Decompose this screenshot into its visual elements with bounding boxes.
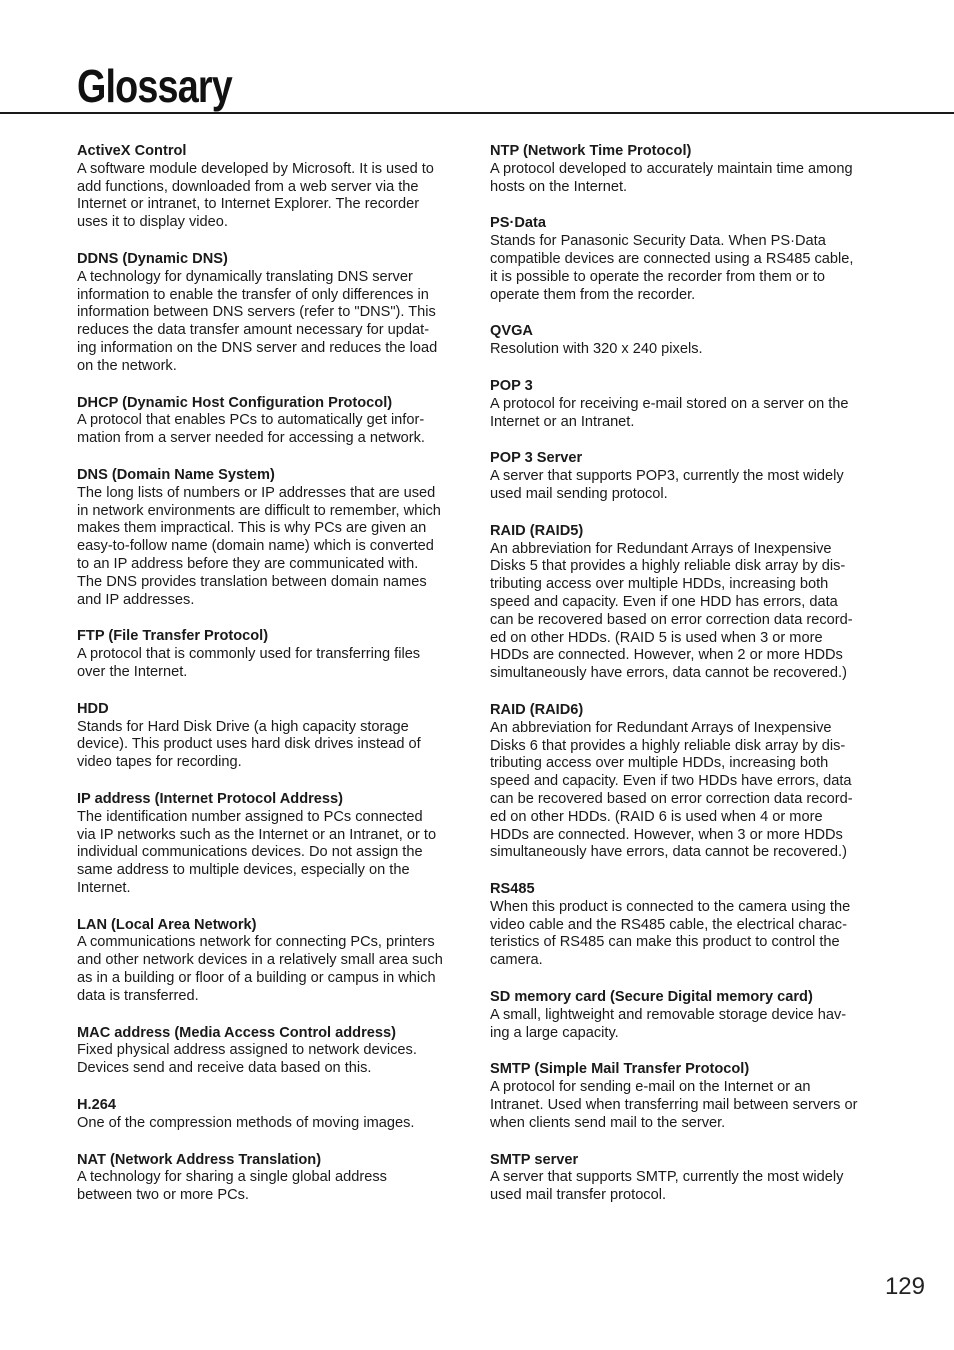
glossary-definition-line: to an IP address before they are communicated with.: [77, 555, 419, 572]
glossary-definition-line: Stands for Hard Disk Drive (a high capacity storage: [77, 718, 409, 735]
glossary-definition-line: HDDs are connected. However, when 2 or more HDDs: [490, 647, 843, 664]
glossary-definition-line: device). This product uses hard disk drives instead of: [77, 736, 421, 753]
glossary-term: H.264: [77, 1097, 116, 1114]
glossary-definition-line: Devices send and receive data based on this.: [77, 1060, 372, 1077]
glossary-entry: [490, 450, 882, 503]
glossary-definition-line: A server that supports SMTP, currently the most widely: [490, 1169, 844, 1186]
title-rule: [0, 112, 954, 114]
glossary-entry: [77, 395, 467, 448]
glossary-entry: [490, 1152, 882, 1205]
glossary-entry: [490, 378, 882, 431]
glossary-definition-line: HDDs are connected. However, when 3 or more HDDs: [490, 826, 843, 843]
glossary-definition-line: hosts on the Internet.: [490, 178, 628, 195]
glossary-entry: [490, 989, 882, 1042]
glossary-definition-line: tributing access over multiple HDDs, increasing both: [490, 576, 829, 593]
glossary-definition-line: it is possible to operate the recorder from them or to: [490, 268, 826, 285]
glossary-term: SMTP (Simple Mail Transfer Protocol): [490, 1061, 750, 1078]
glossary-definition-line: simultaneously have errors, data cannot be recovered.): [490, 665, 847, 682]
glossary-term: RAID (RAID6): [490, 701, 584, 718]
glossary-definition-line: Disks 5 that provides a highly reliable disk array by dis-: [490, 558, 846, 575]
glossary-term: DHCP (Dynamic Host Configuration Protocol): [77, 394, 393, 411]
glossary-definition-line: and other network devices in a relatively small area such: [77, 952, 443, 969]
glossary-definition-line: Intranet. Used when transferring mail between servers or: [490, 1097, 858, 1114]
glossary-definition-line: A protocol that enables PCs to automatically get infor-: [77, 412, 425, 429]
glossary-term: ActiveX Control: [77, 143, 187, 159]
glossary-term: RAID (RAID5): [490, 522, 584, 539]
glossary-definition-line: A protocol developed to accurately maintain time among: [490, 160, 853, 177]
glossary-term: DDNS (Dynamic DNS): [77, 250, 228, 267]
glossary-definition-line: uses it to display video.: [77, 214, 228, 231]
glossary-entry: [77, 917, 467, 1006]
glossary-definition-line: reduces the data transfer amount necessary for updat-: [77, 322, 430, 339]
glossary-term: FTP (File Transfer Protocol): [77, 628, 269, 645]
glossary-definition-line: on the network.: [77, 357, 177, 374]
glossary-definition-line: as in a building or floor of a building or campus in which: [77, 970, 436, 987]
glossary-definition-line: in network environments are difficult to remember, which: [77, 502, 441, 519]
glossary-definition-line: makes them impractical. This is why PCs are given an: [77, 520, 427, 537]
glossary-definition-line: teristics of RS485 can make this product to control the: [490, 934, 840, 951]
glossary-definition-line: The long lists of numbers or IP addresses that are used: [77, 484, 436, 501]
glossary-entry: [77, 701, 467, 772]
glossary-definition-line: When this product is connected to the camera using the: [490, 898, 851, 915]
glossary-definition-line: camera.: [490, 952, 543, 969]
glossary-definition-line: compatible devices are connected using a RS485 cable,: [490, 250, 854, 267]
glossary-definition-line: Internet or intranet, to Internet Explorer. The recorder: [77, 196, 420, 213]
glossary-entry: [77, 1152, 467, 1205]
glossary-definition-line: A communications network for connecting PCs, printers: [77, 934, 435, 951]
glossary-definition-line: operate them from the recorder.: [490, 286, 696, 303]
glossary-definition-line: Internet or an Intranet.: [490, 413, 635, 430]
glossary-definition-line: Stands for Panasonic Security Data. When PS·Data: [490, 233, 826, 250]
glossary-definition-line: The DNS provides translation between domain names: [77, 573, 427, 590]
glossary-definition-line: information to enable the transfer of only differences in: [77, 286, 429, 303]
glossary-definition-line: ing a large capacity.: [490, 1024, 619, 1041]
glossary-definition-line: ed on other HDDs. (RAID 5 is used when 3 or more: [490, 629, 823, 646]
glossary-entry: [77, 467, 467, 609]
glossary-definition-line: data is transferred.: [77, 987, 199, 1004]
glossary-definition-line: over the Internet.: [77, 663, 188, 680]
glossary-definition-line: A protocol for sending e-mail on the Internet or an: [490, 1079, 811, 1096]
glossary-definition-line: A technology for dynamically translating DNS server: [77, 268, 413, 285]
glossary-definition-line: easy-to-follow name (domain name) which is converted: [77, 538, 434, 555]
glossary-definition-line: ing information on the DNS server and reduces the load: [77, 339, 438, 356]
glossary-definition-line: Fixed physical address assigned to network devices.: [77, 1042, 417, 1059]
glossary-definition-line: A server that supports POP3, currently the most widely: [490, 468, 844, 485]
glossary-definition-line: information between DNS servers (refer to "DNS"). This: [77, 304, 436, 321]
glossary-term: SD memory card (Secure Digital memory card): [490, 989, 813, 1006]
glossary-term: NAT (Network Address Translation): [77, 1151, 322, 1168]
glossary-definition-line: between two or more PCs.: [77, 1187, 249, 1204]
glossary-entry: [490, 143, 882, 196]
glossary-entry: [490, 215, 882, 304]
glossary-definition-line: can be recovered based on error correction data record-: [490, 790, 853, 807]
glossary-definition-line: Resolution with 320 x 240 pixels.: [490, 341, 703, 358]
page-title: Glossary: [77, 60, 232, 112]
glossary-definition-line: Disks 6 that provides a highly reliable disk array by dis-: [490, 737, 846, 754]
glossary-term: QVGA: [490, 323, 533, 340]
page-number: 129: [884, 1273, 925, 1300]
glossary-definition-line: The identification number assigned to PCs connected: [77, 808, 423, 825]
glossary-definition-line: tributing access over multiple HDDs, increasing both: [490, 755, 829, 772]
glossary-entry: [77, 1025, 467, 1078]
glossary-definition-line: An abbreviation for Redundant Arrays of Inexpensive: [490, 540, 832, 557]
glossary-term: MAC address (Media Access Control address): [77, 1024, 396, 1041]
glossary-term: POP 3 Server: [490, 450, 583, 467]
glossary-definition-line: individual communications devices. Do not assign the: [77, 844, 423, 861]
glossary-column-left: [77, 143, 467, 1224]
glossary-definition-line: via IP networks such as the Internet or an Intranet, or to: [77, 826, 437, 843]
glossary-definition-line: and IP addresses.: [77, 591, 195, 608]
glossary-term: RS485: [490, 881, 535, 898]
glossary-definition-line: add functions, downloaded from a web server via the: [77, 178, 419, 195]
glossary-term: DNS (Domain Name System): [77, 466, 275, 483]
glossary-term: HDD: [77, 700, 109, 717]
glossary-term: LAN (Local Area Network): [77, 916, 257, 933]
glossary-entry: [77, 251, 467, 376]
glossary-entry: [77, 628, 467, 681]
glossary-definition-line: Internet.: [77, 879, 131, 896]
glossary-entry: [490, 523, 882, 683]
glossary-definition-line: used mail transfer protocol.: [490, 1187, 667, 1204]
glossary-definition-line: used mail sending protocol.: [490, 485, 668, 502]
glossary-definition-line: A software module developed by Microsoft. It is used to: [77, 160, 434, 177]
glossary-entry: [490, 881, 882, 970]
glossary-definition-line: can be recovered based on error correction data record-: [490, 611, 853, 628]
glossary-definition-line: ed on other HDDs. (RAID 6 is used when 4 or more: [490, 808, 823, 825]
glossary-definition-line: video tapes for recording.: [77, 754, 242, 771]
glossary-definition-line: A protocol that is commonly used for transferring files: [77, 646, 421, 663]
glossary-definition-line: speed and capacity. Even if one HDD has errors, data: [490, 593, 838, 610]
glossary-definition-line: A technology for sharing a single global address: [77, 1169, 387, 1186]
glossary-entry: [77, 143, 467, 232]
glossary-definition-line: mation from a server needed for accessing a network.: [77, 430, 425, 447]
glossary-definition-line: video cable and the RS485 cable, the electrical charac-: [490, 916, 847, 933]
glossary-term: SMTP server: [490, 1151, 579, 1168]
glossary-definition-line: simultaneously have errors, data cannot be recovered.): [490, 844, 847, 861]
glossary-term: PS·Data: [490, 215, 546, 232]
glossary-entry: [77, 1097, 467, 1133]
glossary-definition-line: An abbreviation for Redundant Arrays of Inexpensive: [490, 719, 832, 736]
glossary-term: IP address (Internet Protocol Address): [77, 790, 343, 807]
glossary-term: NTP (Network Time Protocol): [490, 143, 692, 159]
glossary-definition-line: speed and capacity. Even if two HDDs have errors, data: [490, 773, 852, 790]
glossary-definition-line: same address to multiple devices, especially on the: [77, 862, 410, 879]
glossary-definition-line: A small, lightweight and removable storage device hav-: [490, 1006, 847, 1023]
glossary-term: POP 3: [490, 377, 533, 394]
glossary-definition-line: A protocol for receiving e-mail stored on a server on the: [490, 395, 849, 412]
glossary-definition-line: when clients send mail to the server.: [490, 1114, 726, 1131]
glossary-entry: [77, 791, 467, 898]
glossary-definition-line: One of the compression methods of moving images.: [77, 1114, 415, 1131]
glossary-column-right: [490, 143, 882, 1224]
glossary-entry: [490, 702, 882, 862]
glossary-entry: [490, 1061, 882, 1132]
glossary-entry: [490, 323, 882, 359]
